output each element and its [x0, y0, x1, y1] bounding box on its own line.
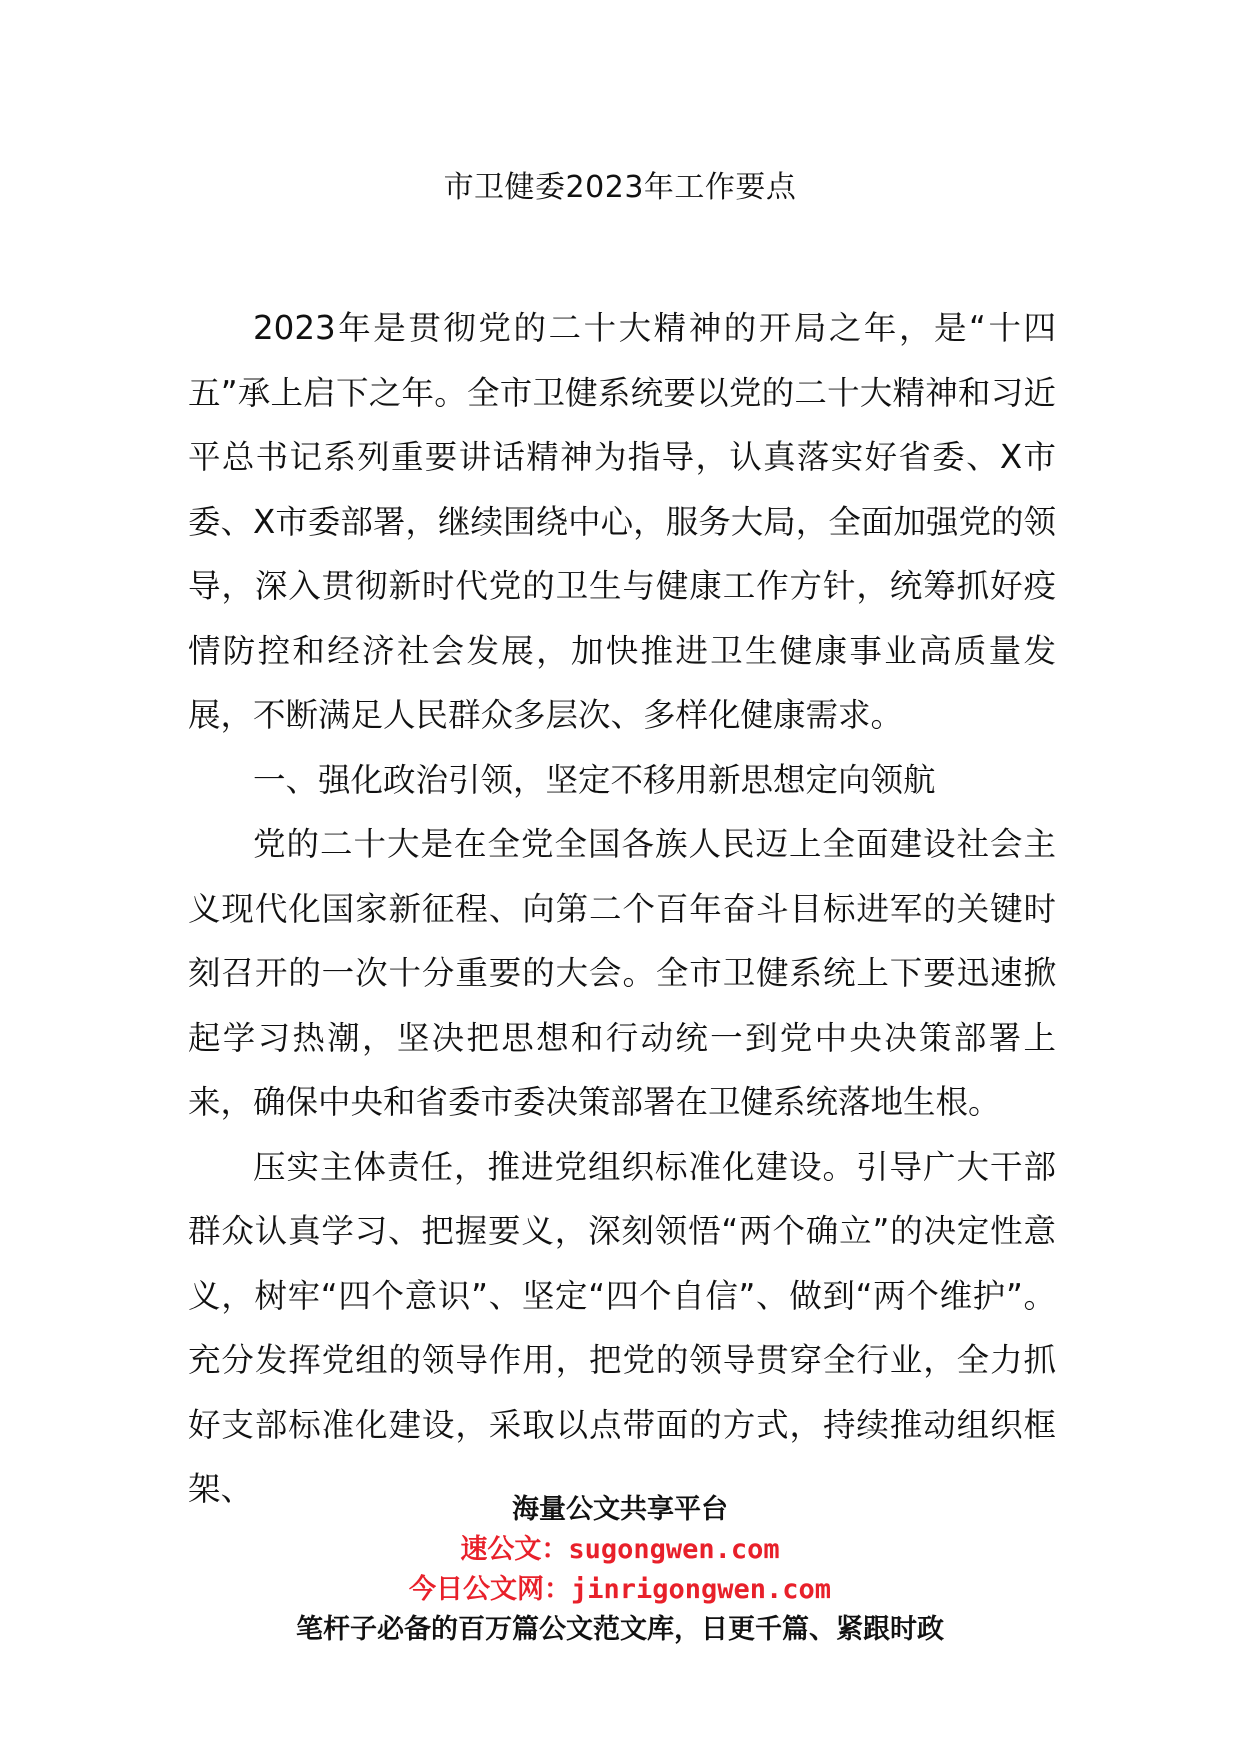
- footer-platform-text: 海量公文共享平台: [512, 1494, 728, 1525]
- footer-site2-line: [0, 1570, 1240, 1610]
- footer-site2-label: 今日公文网：: [408, 1574, 571, 1605]
- footer-site1-link[interactable]: sugongwen.com: [568, 1534, 780, 1565]
- section-heading-1: 一、强化政治引领，坚定不移用新思想定向领航: [253, 760, 936, 799]
- section-1-paragraph-1: 党的二十大是在全党全国各族人民迈上全面建设社会主义现代化国家新征程、向第二个百年奋斗目标进军的关键时刻召开的一次十分重要的大会。全市卫健系统上下要迅速掀起学习热潮，坚决把思想和行动统一到党中央决策部署上来，确保中央和省委市委决策部署在卫健系统落地生根。: [188, 825, 1056, 1121]
- document-body: [188, 296, 1056, 1522]
- intro-paragraph: 2023年是贯彻党的二十大精神的开局之年，是“十四五”承上启下之年。全市卫健系统要以党的二十大精神和习近平总书记系列重要讲话精神为指导，认真落实好省委、X市委、X市委部署，继续围绕中心，服务大局，全面加强党的领导，深入贯彻新时代党的卫生与健康工作方针，统筹抓好疫情防控和经济社会发展，加快推进卫生健康事业高质量发展，不断满足人民群众多层次、多样化健康需求。: [188, 309, 1056, 734]
- footer-slogan-line: [0, 1610, 1240, 1650]
- footer-platform-line: [0, 1490, 1240, 1530]
- watermark-footer: [0, 1490, 1240, 1650]
- footer-slogan-text: 笔杆子必备的百万篇公文范文库，日更千篇、紧跟时政: [296, 1614, 944, 1645]
- footer-site1-label: 速公文：: [460, 1534, 569, 1565]
- section-1-paragraph-2: 压实主体责任，推进党组织标准化建设。引导广大干部群众认真学习、把握要义，深刻领悟“两个确立”的决定性意义，树牢“四个意识”、坚定“四个自信”、做到“两个维护”。充分发挥党组的领导作用，把党的领导贯穿全行业，全力抓好支部标准化建设，采取以点带面的方式，持续推动组织框架、: [188, 1147, 1056, 1508]
- footer-site1-line: [0, 1530, 1240, 1570]
- document-title: 市卫健委2023年工作要点: [443, 170, 797, 205]
- footer-site2-link[interactable]: jinrigongwen.com: [570, 1574, 832, 1605]
